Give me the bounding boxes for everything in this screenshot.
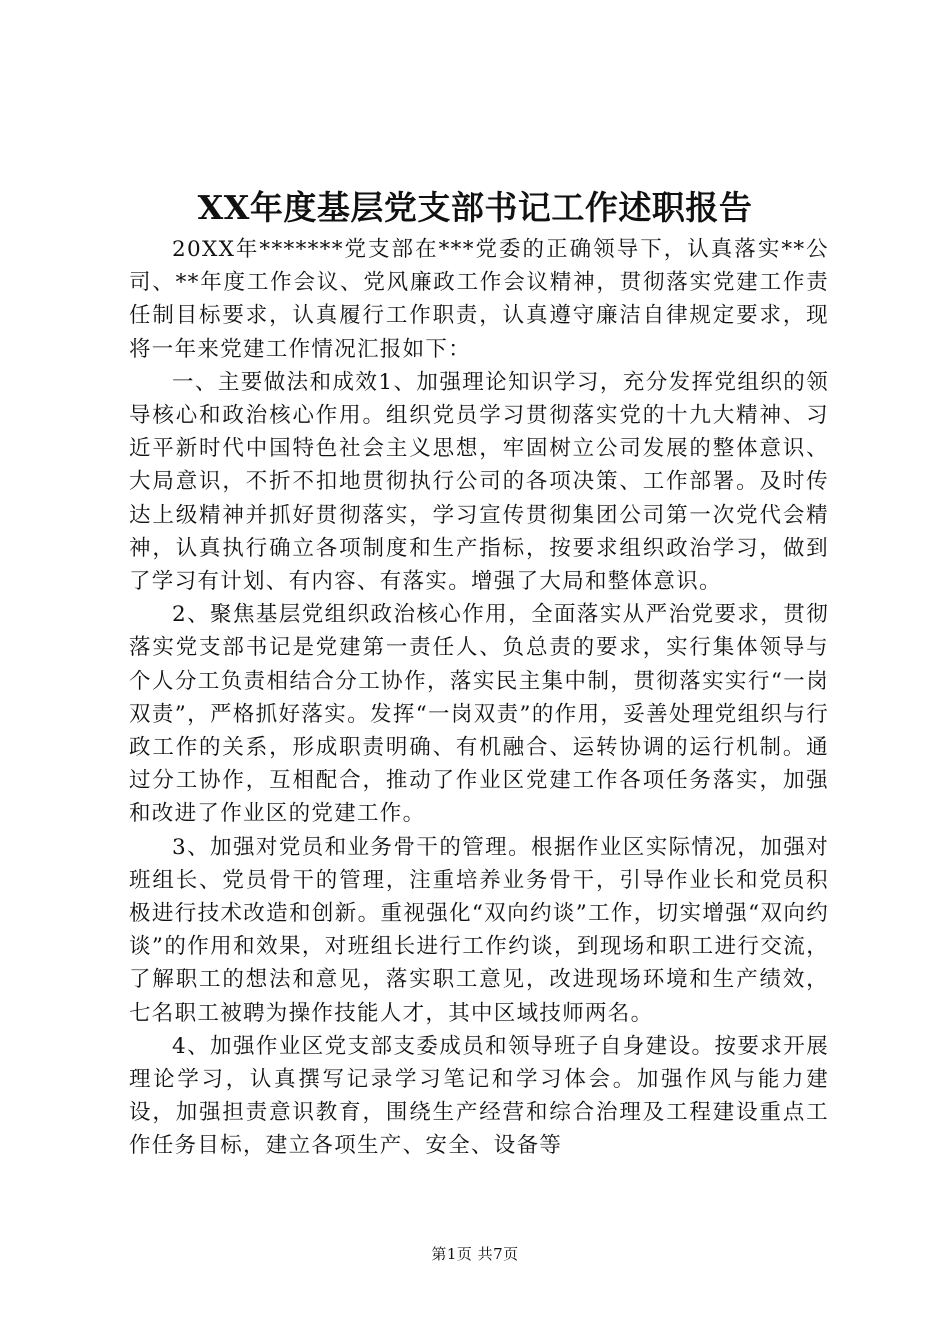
- paragraph: 3、加强对党员和业务骨干的管理。根据作业区实际情况，加强对班组长、党员骨干的管理，注重培养业务骨干，引导作业长和党员积极进行技术改造和创新。重视强化“双向约谈”工作，切实增强“双向约谈”的作用和效果，对班组长进行工作约谈，到现场和职工进行交流，了解职工的想法和意见，落实职工意见，改进现场环境和生产绩效，七名职工被聘为操作技能人才，其中区域技师两名。: [129, 834, 829, 1026]
- paragraph: 20XX年*******党支部在***党委的正确领导下，认真落实**公司、**年度工作会议、党风廉政工作会议精神，贯彻落实党建工作责任制目标要求，认真履行工作职责，认真遵守廉洁自律规定要求，现将一年来党建工作情况汇报如下：: [129, 237, 829, 362]
- page-footer: 第1页 共7页: [431, 1245, 519, 1263]
- document-title: XX年度基层党支部书记工作述职报告: [197, 188, 753, 227]
- document-body: [129, 233, 829, 1163]
- paragraph: 一、主要做法和成效1、加强理论知识学习，充分发挥党组织的领导核心和政治核心作用。组织党员学习贯彻落实党的十九大精神、习近平新时代中国特色社会主义思想，牢固树立公司发展的整体意识、大局意识，不折不扣地贯彻执行公司的各项决策、工作部署。及时传达上级精神并抓好贯彻落实，学习宣传贯彻集团公司第一次党代会精神，认真执行确立各项制度和生产指标，按要求组织政治学习，做到了学习有计划、有内容、有落实。增强了大局和整体意识。: [129, 369, 829, 595]
- paragraph: 4、加强作业区党支部支委成员和领导班子自身建设。按要求开展理论学习，认真撰写记录学习笔记和学习体会。加强作风与能力建设，加强担责意识教育，围绕生产经营和综合治理及工程建设重点工作任务目标，建立各项生产、安全、设备等: [129, 1033, 829, 1159]
- paragraph: 2、聚焦基层党组织政治核心作用，全面落实从严治党要求，贯彻落实党支部书记是党建第一责任人、负总责的要求，实行集体领导与个人分工负责相结合分工协作，落实民主集中制，贯彻落实实行“一岗双责”，严格抓好落实。发挥“一岗双责”的作用，妥善处理党组织与行政工作的关系，形成职责明确、有机融合、运转协调的运行机制。通过分工协作，互相配合，推动了作业区党建工作各项任务落实，加强和改进了作业区的党建工作。: [129, 602, 829, 827]
